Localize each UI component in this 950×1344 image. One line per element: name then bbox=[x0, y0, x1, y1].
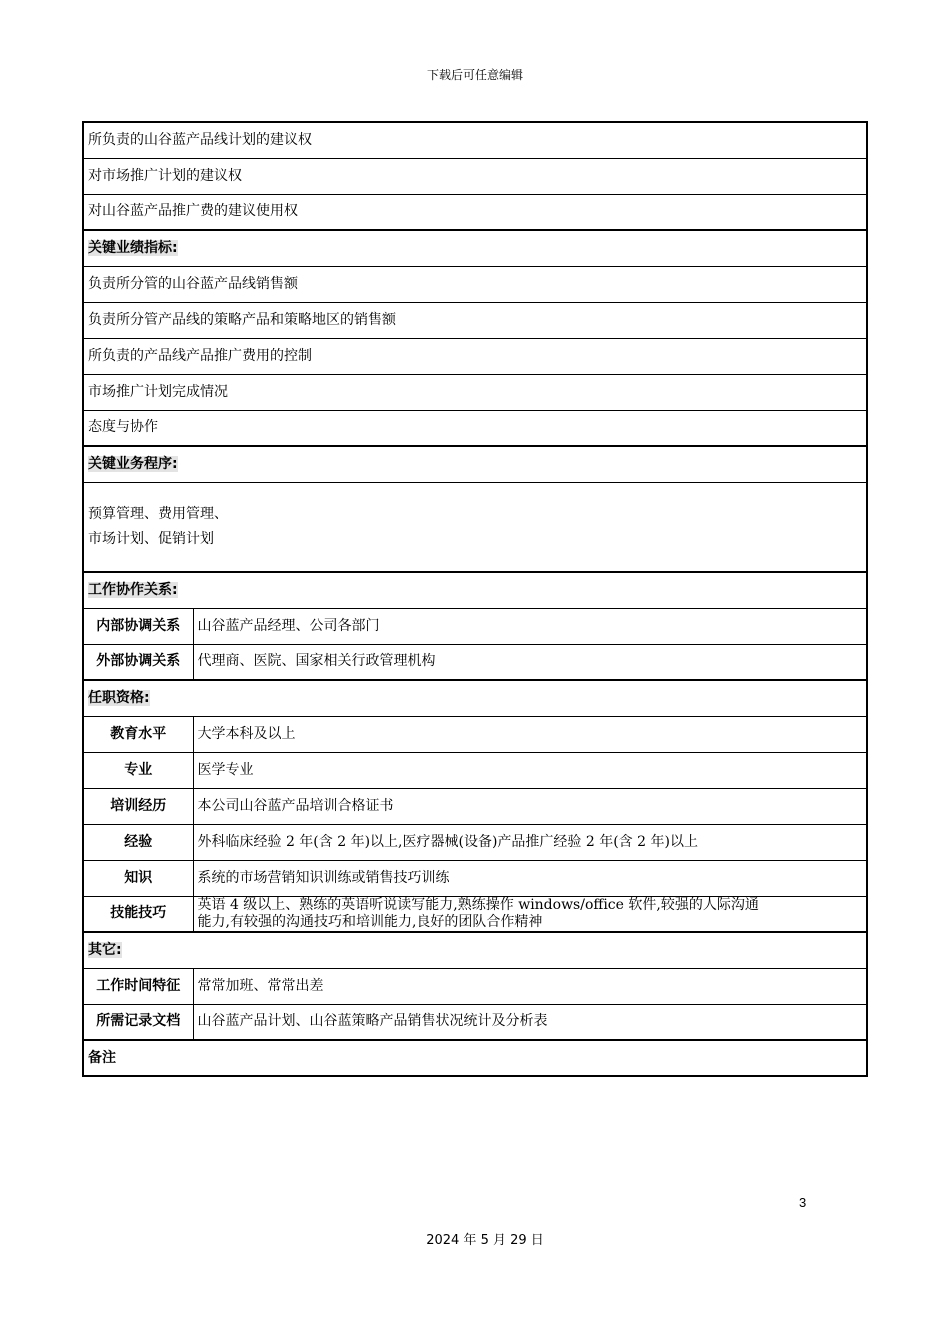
external-relations-value: 代理商、医院、国家相关行政管理机构 bbox=[193, 644, 867, 680]
remarks-label: 备注 bbox=[83, 1040, 867, 1076]
footer-date: 2024 年 5 月 29 日 bbox=[426, 1233, 544, 1248]
procedures-header-row bbox=[83, 446, 867, 482]
kpi-row-2 bbox=[83, 302, 867, 338]
skills-row bbox=[83, 896, 867, 932]
relations-header-row bbox=[83, 572, 867, 608]
kpi-item-4: 市场推广计划完成情况 bbox=[83, 374, 867, 410]
internal-relations-value: 山谷蓝产品经理、公司各部门 bbox=[193, 608, 867, 644]
kpi-row-5 bbox=[83, 410, 867, 446]
skills-line-1: 英语 4 级以上、熟练的英语听说读写能力,熟练操作 windows/office 软件,较强的人际沟通 bbox=[197, 896, 759, 913]
education-label: 教育水平 bbox=[83, 716, 193, 752]
external-relations-label: 外部协调关系 bbox=[83, 644, 193, 680]
major-row bbox=[83, 752, 867, 788]
skills-value bbox=[193, 896, 867, 932]
kpi-item-5: 态度与协作 bbox=[83, 410, 867, 446]
authority-row-3 bbox=[83, 194, 867, 230]
records-value: 山谷蓝产品计划、山谷蓝策略产品销售状况统计及分析表 bbox=[193, 1004, 867, 1040]
external-relations-row bbox=[83, 644, 867, 680]
skills-label: 技能技巧 bbox=[83, 896, 193, 932]
relations-title-text: 工作协作关系: bbox=[88, 581, 178, 598]
other-header-row bbox=[83, 932, 867, 968]
procedures-line-2: 市场计划、促销计划 bbox=[88, 530, 214, 547]
authority-row-2 bbox=[83, 158, 867, 194]
authority-row-1 bbox=[83, 122, 867, 158]
knowledge-label: 知识 bbox=[83, 860, 193, 896]
header-note: 下载后可任意编辑 bbox=[426, 68, 523, 82]
procedures-content bbox=[83, 482, 867, 572]
other-title-text: 其它: bbox=[88, 941, 122, 958]
page-number: 3 bbox=[799, 1195, 807, 1210]
major-label: 专业 bbox=[83, 752, 193, 788]
authority-item-3: 对山谷蓝产品推广费的建议使用权 bbox=[83, 194, 867, 230]
training-row bbox=[83, 788, 867, 824]
job-description-table bbox=[82, 121, 868, 1077]
experience-row bbox=[83, 824, 867, 860]
major-value: 医学专业 bbox=[193, 752, 867, 788]
internal-relations-label: 内部协调关系 bbox=[83, 608, 193, 644]
procedures-title-text: 关键业务程序: bbox=[88, 455, 178, 472]
education-value: 大学本科及以上 bbox=[193, 716, 867, 752]
work-hours-row bbox=[83, 968, 867, 1004]
procedures-section-title bbox=[83, 446, 867, 482]
kpi-title-text: 关键业绩指标: bbox=[88, 239, 178, 256]
work-hours-value: 常常加班、常常出差 bbox=[193, 968, 867, 1004]
kpi-row-3 bbox=[83, 338, 867, 374]
authority-item-2: 对市场推广计划的建议权 bbox=[83, 158, 867, 194]
qualifications-title-text: 任职资格: bbox=[88, 689, 150, 706]
other-section-title bbox=[83, 932, 867, 968]
experience-value: 外科临床经验 2 年(含 2 年)以上,医疗器械(设备)产品推广经验 2 年(含 2 年)以上 bbox=[193, 824, 867, 860]
relations-section-title bbox=[83, 572, 867, 608]
education-row bbox=[83, 716, 867, 752]
qualifications-header-row bbox=[83, 680, 867, 716]
experience-label: 经验 bbox=[83, 824, 193, 860]
procedures-line-1: 预算管理、费用管理、 bbox=[88, 505, 228, 522]
kpi-item-2: 负责所分管产品线的策略产品和策略地区的销售额 bbox=[83, 302, 867, 338]
kpi-row-1 bbox=[83, 266, 867, 302]
knowledge-row bbox=[83, 860, 867, 896]
kpi-item-1: 负责所分管的山谷蓝产品线销售额 bbox=[83, 266, 867, 302]
training-value: 本公司山谷蓝产品培训合格证书 bbox=[193, 788, 867, 824]
internal-relations-row bbox=[83, 608, 867, 644]
skills-line-2: 能力,有较强的沟通技巧和培训能力,良好的团队合作精神 bbox=[197, 913, 543, 930]
kpi-section-title bbox=[83, 230, 867, 266]
kpi-header-row bbox=[83, 230, 867, 266]
authority-item-1: 所负责的山谷蓝产品线计划的建议权 bbox=[83, 122, 867, 158]
records-row bbox=[83, 1004, 867, 1040]
procedures-content-row bbox=[83, 482, 867, 572]
records-label: 所需记录文档 bbox=[83, 1004, 193, 1040]
knowledge-value: 系统的市场营销知识训练或销售技巧训练 bbox=[193, 860, 867, 896]
kpi-item-3: 所负责的产品线产品推广费用的控制 bbox=[83, 338, 867, 374]
qualifications-section-title bbox=[83, 680, 867, 716]
remarks-row bbox=[83, 1040, 867, 1076]
work-hours-label: 工作时间特征 bbox=[83, 968, 193, 1004]
kpi-row-4 bbox=[83, 374, 867, 410]
training-label: 培训经历 bbox=[83, 788, 193, 824]
